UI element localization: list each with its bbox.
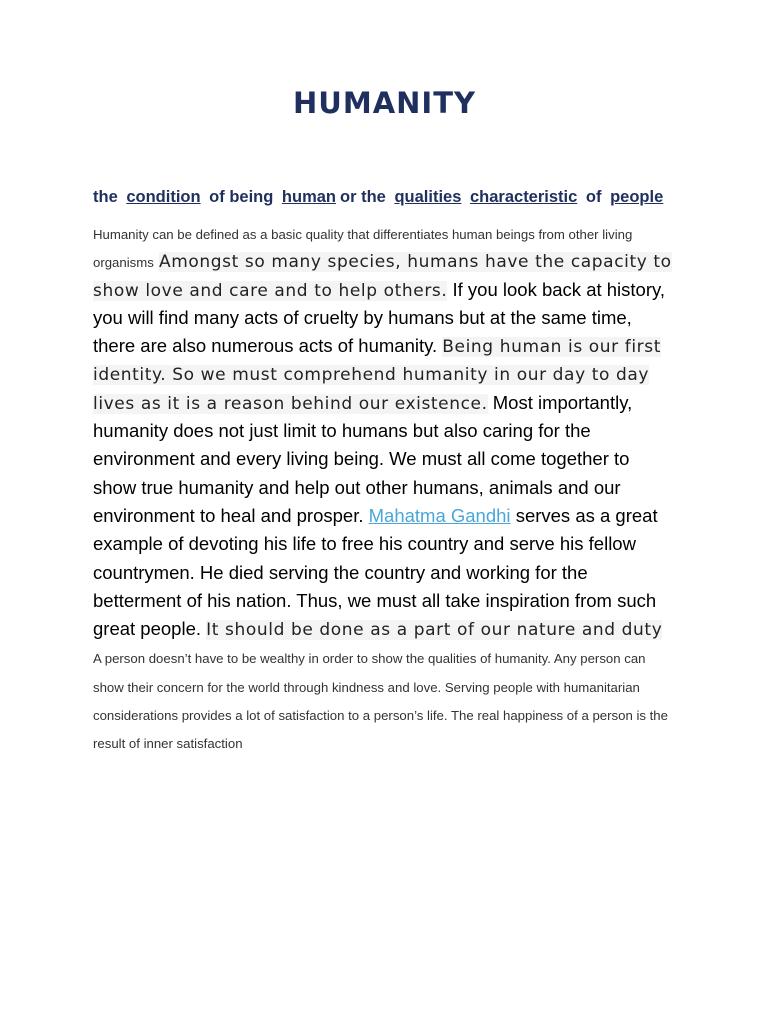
body-paragraph: [93, 219, 676, 757]
subtitle-word: or the: [340, 188, 386, 206]
subtitle-link-qualities[interactable]: qualities: [394, 188, 462, 206]
page-title: HUMANITY: [293, 86, 476, 120]
mahatma-gandhi-link[interactable]: Mahatma Gandhi: [368, 504, 511, 526]
subtitle-word: of being: [209, 188, 274, 206]
highlighted-text: Being human is our first identity. So we must comprehend humanity in our day to day lives as it is a reason behind our existence.: [93, 337, 661, 414]
subtitle-word: the: [93, 188, 118, 206]
subtitle-link-condition[interactable]: condition: [126, 188, 201, 206]
subtitle-link-human[interactable]: human: [281, 188, 337, 206]
subtitle-definition: [93, 188, 693, 207]
highlighted-text: Amongst so many species, humans have the capacity to show love and care and to help others.: [93, 252, 672, 301]
highlighted-text: It should be done as a part of our nature and duty: [206, 620, 663, 641]
subtitle-link-people[interactable]: people: [610, 188, 664, 206]
subtitle-word: of: [585, 188, 602, 206]
outro-text: A person doesn’t have to be wealthy in order to show the qualities of humanity. Any person can show their concern for the world through kindness and love. Serving people with humanitarian considerations provides a lot of satisfaction to a person’s life. The real happiness of a person is the result of inner satisfaction: [93, 651, 668, 752]
body-text: serves as a great example of devoting his life to free his country and serve his fellow countrymen. He died serving the country and working for the betterment of his nation. Thus, we must all take inspiration from such great people.: [93, 504, 658, 640]
body-text: Most importantly, humanity does not just limit to humans but also caring for the environment and every living being. We must all come together to show true humanity and help out other humans, animals and our environment to heal and prosper.: [93, 391, 633, 526]
subtitle-link-characteristic[interactable]: characteristic: [469, 188, 578, 206]
intro-text: Humanity can be defined as a basic quality that differentiates human beings from other living organisms: [93, 227, 633, 271]
body-text: If you look back at history, you will find many acts of cruelty by humans but at the same time, there are also numerous acts of humanity.: [93, 278, 666, 357]
